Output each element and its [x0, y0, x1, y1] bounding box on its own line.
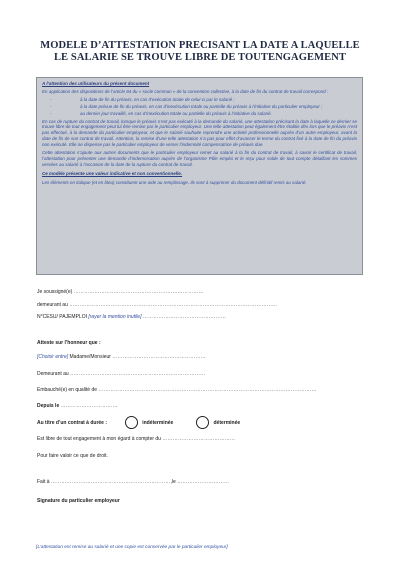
libre-text: Est libre de tout engagement à mon égard à compter du — [37, 436, 161, 442]
notice-paragraph-documents: Cette attestation s’ajoute aux autres documents que le particulier employeur remet au salarié à la fin du contrat de travail, à savoir le certificat de travail, l’attestation pour présenter une demande d’indemnisation auprès de l’organisme Pôle emploi et le reçu pour solde de tout compte détaillant les sommes versées au salarié à l’occasion de la date de la rupture du contrat de travail. — [42, 150, 357, 167]
ncesu-field[interactable]: ………………………………………… — [142, 314, 227, 320]
depuis-row — [37, 403, 118, 410]
demeurant-row — [37, 302, 277, 309]
footer-note: [L’attestation est remise au salarié et une copie est conservée par le particulier employeur] — [36, 545, 228, 550]
libre-date-field[interactable]: …………………………………… — [162, 436, 236, 442]
demeurant2-label: Demeurant au — [37, 371, 69, 377]
madame-row — [37, 354, 206, 361]
soussigne-field[interactable]: ………………………………………………………………… — [73, 289, 204, 295]
notice-list-item: - à la date de fin du préavis, en cas d’exécution totale de celui-ci par le salarié ; — [50, 96, 235, 102]
determinee-radio[interactable] — [196, 416, 209, 429]
fait-row — [37, 479, 229, 486]
embauche-label: Embauché(e) en qualité de — [37, 387, 98, 393]
madame-field[interactable]: ……………………………………………… — [112, 354, 206, 360]
title-line-1: MODELE D’ATTESTATION PRECISANT LA DATE A LAQUELLE — [40, 40, 360, 51]
notice-intro: En application des dispositions de l’article 84 du « socle commun » de la convention collective, à la date de fin du contrat de travail correspond : — [42, 88, 329, 94]
notice-emphasis: Ce modèle présente une valeur indicative et non conventionnelle. — [42, 170, 183, 176]
madame-label: Madame/Monsieur — [69, 354, 111, 360]
fait-date-field[interactable]: ………………………… — [177, 479, 230, 485]
depuis-field[interactable]: …………………………… — [60, 403, 118, 409]
le-label: ,le — [170, 479, 176, 485]
title-line-2: LE SALARIE SE TROUVE LIBRE DE TOUTENGAGEMENT — [53, 52, 347, 63]
determinee-label: déterminée — [213, 419, 241, 426]
choisir-hint: [Choisir entre] — [37, 354, 69, 360]
notice-paragraph-help: Les éléments en italique (et en bleu) constituent une aide au remplissage. Ils sont à supprimer du document définitif remis au salarié. — [42, 179, 307, 185]
ncesu-label: N°CESU/ PAJEMPLOI — [37, 314, 87, 320]
soussigne-label: Je soussigné(e) — [37, 289, 73, 295]
notice-list-item: - au dernier jour travaillé, en cas d’inexécution totale ou partielle du préavis à l’initiative du salarié. — [50, 110, 272, 116]
valoir-text: Pour faire valoir ce que de droit. — [37, 453, 108, 459]
demeurant2-field[interactable]: …………………………………………………………………… — [70, 371, 206, 377]
embauche-row — [37, 387, 317, 394]
notice-paragraph-rupture: En cas de rupture du contrat de travail, lorsque le préavis n’est pas exécuté à la demande du salarié, une attestation précisant la date à laquelle ce dernier se trouve libre de tout engagement peut lui être remise par le particulier employeur. Une telle attestation peut également être établie dès lors que le préavis n’est pas effectué, à la demande du particulier employeur, et que le salarié souhaite reprendre une activité professionnelle auprès d’un autre employeur, avant la date de fin de son contrat de travail. Attention, la remise d’une telle attestation n’a pas pour effet d’avancer le terme du contrat fixé à la date de fin du préavis non exécuté. Elle ne dispense pas le particulier employeur de verser l’indemnité compensatrice de préavis due. — [42, 118, 357, 148]
depuis-label: Depuis le — [37, 403, 60, 409]
notice-list-item: - à la date prévue de fin du préavis, en cas d’inexécution totale ou partielle du préavis à l’initiative du particulier employeur ; — [50, 103, 323, 109]
contrat-row — [37, 416, 240, 430]
demeurant-field[interactable]: ………………………………………………………………………………………………………… — [69, 302, 278, 308]
indeterminee-radio[interactable] — [125, 416, 138, 429]
fait-place-field[interactable]: …………………………………………………………… — [50, 479, 171, 485]
embauche-field[interactable]: ……………………………………………………………………………………………………………… — [98, 387, 317, 393]
contrat-label: Au titre d’un contrat à durée : — [37, 419, 108, 426]
document-title — [20, 40, 380, 64]
ncesu-row — [37, 314, 226, 321]
fait-label: Fait à — [37, 479, 50, 485]
user-notice-box — [36, 77, 363, 275]
signature-label: Signature du particulier employeur — [37, 498, 120, 504]
ncesu-hint: [rayer la mention inutile] — [88, 314, 142, 320]
demeurant2-row — [37, 371, 205, 378]
soussigne-row — [37, 289, 204, 296]
notice-list — [42, 97, 357, 117]
demeurant-label: demeurant au — [37, 302, 68, 308]
atteste-heading: Atteste sur l’honneur que : — [37, 340, 101, 346]
indeterminee-label: indéterminée — [142, 419, 174, 426]
notice-heading: A l’attention des utilisateurs du présent document — [42, 81, 150, 86]
libre-row — [37, 436, 235, 443]
